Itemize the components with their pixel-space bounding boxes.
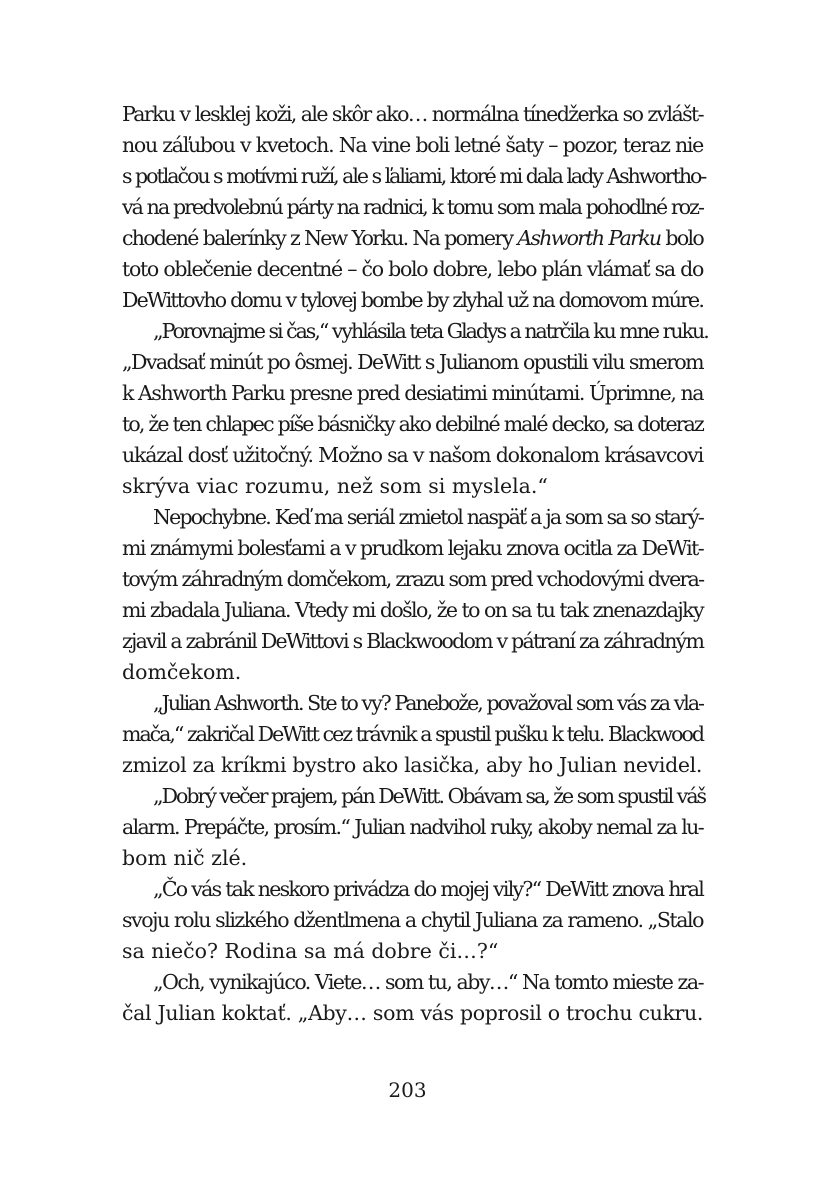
paragraph-7 <box>122 967 703 1029</box>
text-line: Nepochybne. Keď ma seriál zmietol naspäť a ja som sa so starý- <box>153 505 703 529</box>
paragraph-5 <box>122 781 706 874</box>
text-line: vá na predvolebnú párty na radnici, k tomu som mala pohodlné roz- <box>122 195 703 219</box>
text-line: toto oblečenie decentné – čo bolo dobre, lebo plán vlámať sa do <box>122 257 703 281</box>
text-line <box>122 223 703 254</box>
text-line: bom nič zlé. <box>122 846 248 870</box>
paragraph-1 <box>122 99 706 316</box>
text-line: „Porovnajme si čas,“ vyhlásila teta Gladys a natrčila ku mne ruku. <box>153 319 708 343</box>
paragraph-2 <box>122 316 708 502</box>
paragraph-6 <box>122 874 703 967</box>
paragraph-3 <box>122 502 703 688</box>
text-line: zmizol za kríkmi bystro ako lasička, aby ho Julian nevidel. <box>122 753 703 777</box>
text-line: k Ashworth Parku presne pred desiatimi minútami. Úprimne, na <box>122 381 704 405</box>
italic-place-name: Ashworth Parku <box>517 226 661 250</box>
text-line: tovým záhradným domčekom, zrazu som pred vchodovými dvera- <box>122 567 704 591</box>
text-line: Parku v lesklej koži, ale skôr ako… normálna tínedžerka so zvlášt- <box>122 102 703 126</box>
text-line: „Čo vás tak neskoro privádza do mojej vily?“ DeWitt znova hral <box>153 877 703 901</box>
text-fragment: chodené balerínky z New Yorku. Na pomery <box>122 226 513 250</box>
page-body <box>122 99 708 1029</box>
paragraph-4 <box>122 688 703 781</box>
text-line: mača,“ zakričal DeWitt cez trávnik a spustil pušku k telu. Blackwood <box>122 722 703 746</box>
text-line: čal Julian koktať. „Aby… som vás poprosil o trochu cukru. <box>122 1001 703 1025</box>
text-line: skrýva viac rozumu, než som si myslela.“ <box>122 474 548 498</box>
text-line: sa niečo? Rodina sa má dobre či…?“ <box>122 939 499 963</box>
text-line: zjavil a zabránil DeWittovi s Blackwoodom v pátraní za záhradným <box>122 629 704 653</box>
text-line: mi zbadala Juliana. Vtedy mi došlo, že to on sa tu tak znenazdajky <box>122 598 703 622</box>
text-line: alarm. Prepáčte, prosím.“ Julian nadvihol ruky, akoby nemal za lu- <box>122 815 703 839</box>
text-line: ukázal dosť užitočný. Možno sa v našom dokonalom krásavcovi <box>122 443 703 467</box>
page-number: 203 <box>388 1078 427 1102</box>
text-line: „Dvadsať minút po ôsmej. DeWitt s Julianom opustili vilu smerom <box>122 350 703 374</box>
text-line: svoju rolu slizkého džentlmena a chytil Juliana za rameno. „Stalo <box>122 908 703 932</box>
text-line: mi známymi bolesťami a v prudkom lejaku znova ocitla za DeWit- <box>122 536 704 560</box>
text-line: DeWittovho domu v tylovej bombe by zlyhal už na domovom múre. <box>122 288 703 312</box>
text-line: to, že ten chlapec píše básničky ako debilné malé decko, sa doteraz <box>122 412 703 436</box>
text-line: „Dobrý večer prajem, pán DeWitt. Obávam sa, že som spustil váš <box>153 784 706 808</box>
text-line: s potlačou s motívmi ruží, ale s ľaliami, ktoré mi dala lady Ashworthо- <box>122 164 706 188</box>
text-line: „Och, vynikajúco. Viete… som tu, aby…“ Na tomto mieste za- <box>153 970 703 994</box>
text-line: nou záľubou v kvetoch. Na vine boli letné šaty – pozor, teraz nie <box>122 133 703 157</box>
text-line: „Julian Ashworth. Ste to vy? Panebože, považoval som vás za vla- <box>153 691 703 715</box>
text-line: domčekom. <box>122 660 242 684</box>
text-fragment: bolo <box>665 226 703 250</box>
